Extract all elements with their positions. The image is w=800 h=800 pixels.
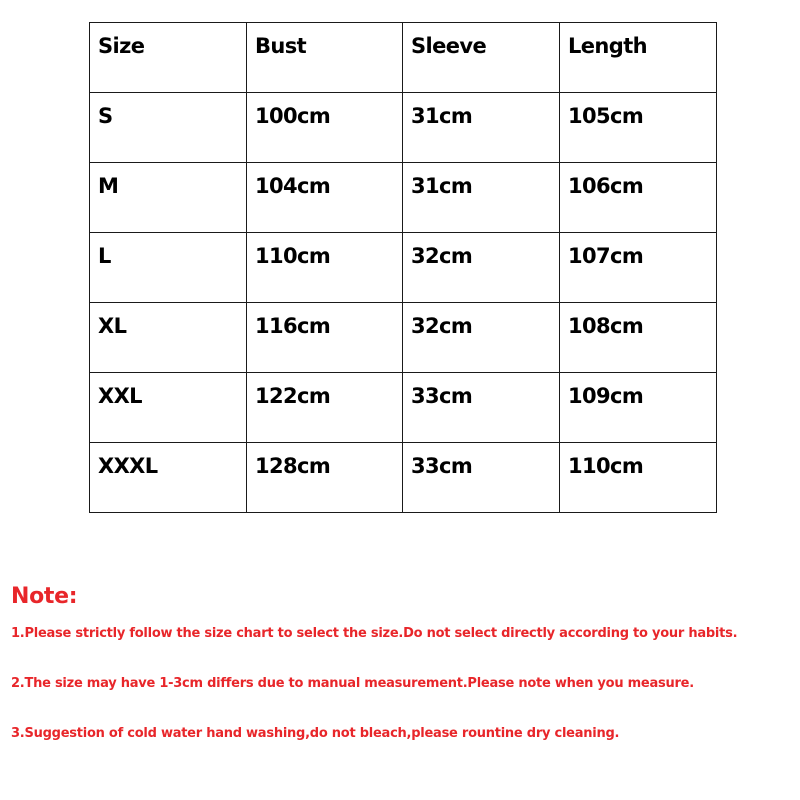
cell-sleeve [403,373,560,443]
table-row [90,163,717,233]
cell-size [90,443,247,513]
cell-size [90,163,247,233]
cell-text: XL [98,314,127,338]
table-row [90,373,717,443]
note-line-1: 1.Please strictly follow the size chart to select the size.Do not select directly according to your habits. [11,626,738,641]
header-bust [247,23,403,93]
cell-text: 33cm [411,454,473,478]
cell-text: 104cm [255,174,331,198]
header-length-label: Length [568,34,647,58]
cell-text: 122cm [255,384,331,408]
header-sleeve [403,23,560,93]
header-sleeve-label: Sleeve [411,34,487,58]
cell-length [560,443,717,513]
cell-text: 108cm [568,314,644,338]
cell-sleeve [403,233,560,303]
table-header-row [90,23,717,93]
cell-size [90,93,247,163]
note-line-3: 3.Suggestion of cold water hand washing,do not bleach,please rountine dry cleaning. [11,726,620,741]
cell-text: 100cm [255,104,331,128]
note-line-2: 2.The size may have 1-3cm differs due to manual measurement.Please note when you measure. [11,676,694,691]
cell-bust [247,443,403,513]
cell-sleeve [403,93,560,163]
header-size [90,23,247,93]
cell-text: 33cm [411,384,473,408]
cell-length [560,93,717,163]
cell-text: 31cm [411,104,473,128]
cell-bust [247,163,403,233]
cell-sleeve [403,163,560,233]
cell-length [560,303,717,373]
cell-text: M [98,174,119,198]
cell-text: S [98,104,113,128]
cell-text: 32cm [411,314,473,338]
cell-text: 106cm [568,174,644,198]
cell-text: 116cm [255,314,331,338]
cell-text: 110cm [568,454,644,478]
cell-text: 128cm [255,454,331,478]
cell-size [90,373,247,443]
cell-bust [247,373,403,443]
table-row [90,303,717,373]
cell-sleeve [403,443,560,513]
header-length [560,23,717,93]
cell-size [90,233,247,303]
cell-text: 109cm [568,384,644,408]
cell-length [560,233,717,303]
header-size-label: Size [98,34,145,58]
size-chart-table [89,22,717,513]
cell-length [560,163,717,233]
cell-bust [247,93,403,163]
cell-bust [247,233,403,303]
cell-text: L [98,244,111,268]
cell-length [560,373,717,443]
cell-text: XXL [98,384,142,408]
table-row [90,93,717,163]
header-bust-label: Bust [255,34,307,58]
cell-sleeve [403,303,560,373]
table-row [90,233,717,303]
cell-text: 31cm [411,174,473,198]
note-title: Note: [11,584,78,609]
cell-text: 105cm [568,104,644,128]
table-row [90,443,717,513]
cell-text: 107cm [568,244,644,268]
cell-bust [247,303,403,373]
cell-text: XXXL [98,454,158,478]
cell-text: 110cm [255,244,331,268]
cell-size [90,303,247,373]
cell-text: 32cm [411,244,473,268]
